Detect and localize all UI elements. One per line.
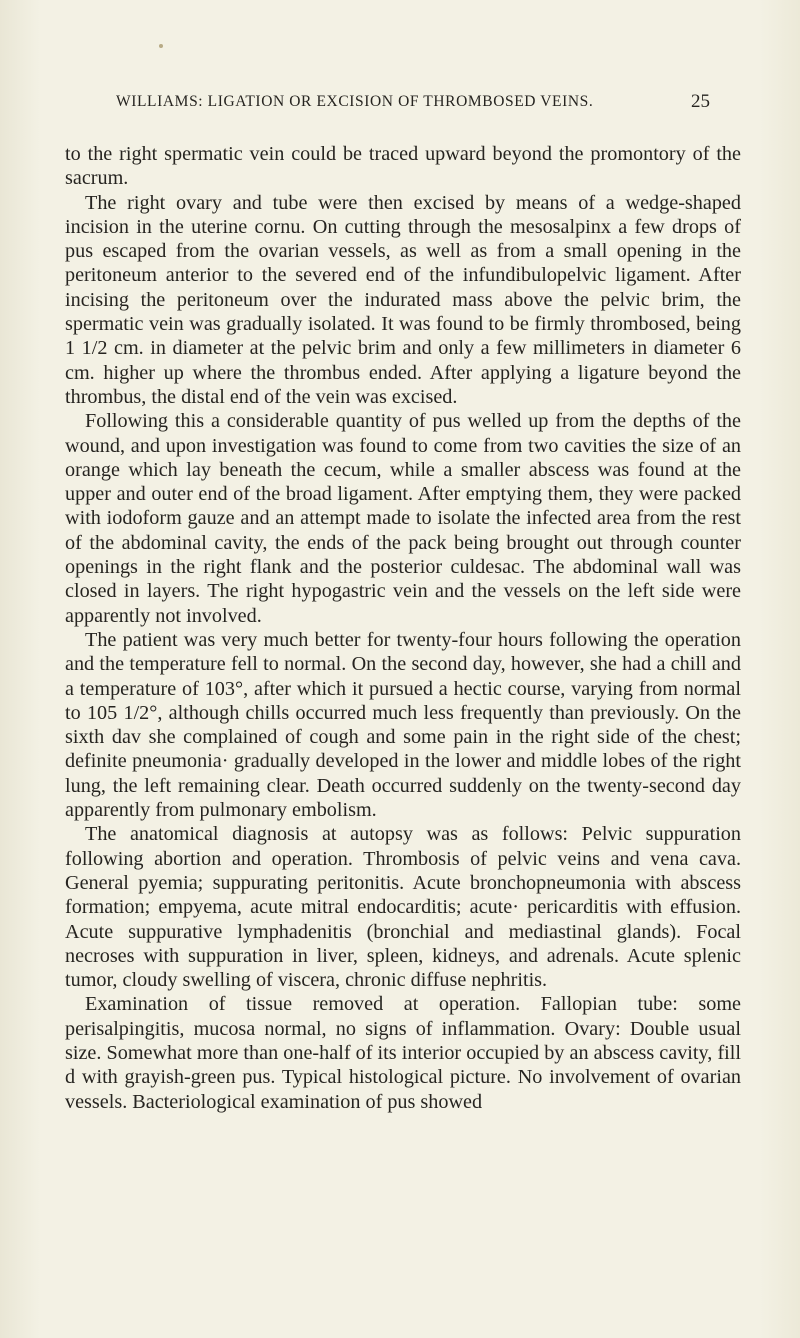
running-title: WILLIAMS: LIGATION OR EXCISION OF THROMBOSED VEINS. (116, 93, 594, 110)
paragraph-tissue-examination: Examination of tissue removed at operation. Fallopian tube: some perisalpingitis, mucosa normal, no signs of inflammation. Ovary: Double usual size. Somewhat more than one-half of its interior occupied by an abscess cavity, fill d with grayish-green pus. Typical histological picture. No involvement of ovarian vessels. Bacteriological examination of pus showed (65, 993, 741, 1113)
page-number: 25 (691, 91, 710, 112)
paragraph-pus-drainage: Following this a considerable quantity of pus welled up from the depths of the wound, and upon investigation was found to come from two cavities the size of an orange which lay beneath the cecum, while a smaller abscess was found at the upper and outer end of the broad ligament. After emptying them, they were packed with iodoform gauze and an attempt made to isolate the infected area from the rest of the abdominal cavity, the ends of the pack being brought out through counter openings in the right flank and the posterior culdesac. The abdominal wall was closed in layers. The right hypogastric vein and the vessels on the left side were apparently not involved. (65, 410, 741, 627)
body-text (65, 142, 741, 1114)
ink-speck (159, 44, 163, 48)
paragraph-continuation: to the right spermatic vein could be traced upward beyond the promontory of the sacrum. (65, 143, 741, 190)
paragraph-anatomical-diagnosis: The anatomical diagnosis at autopsy was as follows: Pelvic suppuration following abortion and operation. Thrombosis of pelvic veins and vena cava. General pyemia; suppurating peritonitis. Acute bronchopneumonia with abscess formation; empyema, acute mitral endocarditis; acute· pericarditis with effusion. Acute suppurative lymphadenitis (bronchial and mediastinal glands). Focal necroses with suppuration in liver, spleen, kidneys, and adrenals. Acute splenic tumor, cloudy swelling of viscera, chronic diffuse nephritis. (65, 823, 741, 992)
paragraph-excision: The right ovary and tube were then excised by means of a wedge-shaped incision in the uterine cornu. On cutting through the mesosalpinx a few drops of pus escaped from the ovarian vessels, as well as from a small opening in the peritoneum anterior to the severed end of the infundibulopelvic ligament. After incising the peritoneum over the indurated mass above the pelvic brim, the spermatic vein was gradually isolated. It was found to be firmly thrombosed, being 1 1/2 cm. in diameter at the pelvic brim and only a few millimeters in diameter 6 cm. higher up where the thrombus ended. After applying a ligature beyond the thrombus, the distal end of the vein was excised. (65, 191, 741, 408)
running-header (116, 91, 710, 112)
paragraph-postoperative-course: The patient was very much better for twenty-four hours following the operation and the temperature fell to normal. On the second day, however, she had a chill and a temperature of 103°, after which it pursued a hectic course, varying from normal to 105 1/2°, although chills occurred much less frequently than previously. On the sixth dav she complained of cough and some pain in the right side of the chest; definite pneumonia· gradually developed in the lower and middle lobes of the right lung, the left remaining clear. Death occurred suddenly on the twenty-second day apparently from pulmonary embolism. (65, 628, 741, 822)
